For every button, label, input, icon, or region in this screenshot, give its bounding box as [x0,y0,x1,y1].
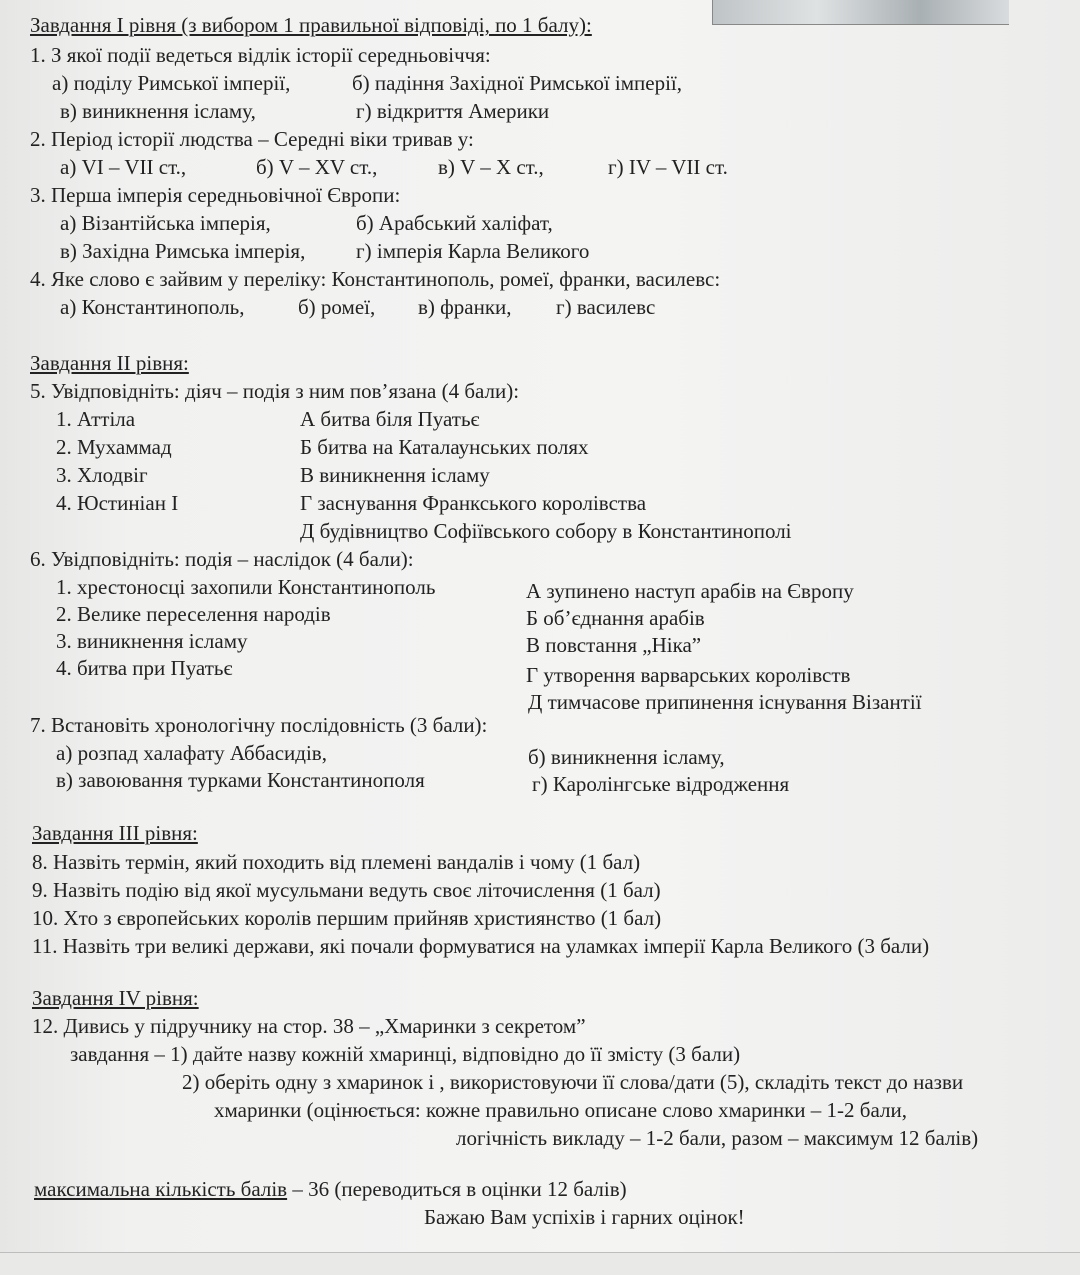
bottom-edge [0,1252,1080,1275]
section-heading-level-3: Завдання ІІІ рівня: [32,821,198,845]
section-heading-level-2: Завдання ІІ рівня: [30,351,189,375]
question-5-left-3: 3. Хлодвіг [56,463,148,487]
section-heading-level-4: Завдання ІV рівня: [32,986,199,1010]
question-5-right-c: В виникнення ісламу [300,463,490,487]
section-heading-level-1: Завдання І рівня (з вибором 1 правильної відповіді, по 1 балу): [30,13,592,37]
question-4-option-c: в) франки, [418,295,512,319]
question-2-option-a: а) VI – VII ст., [60,155,187,179]
max-score-value: – 36 (переводиться в оцінки 12 балів) [287,1177,627,1201]
question-5-left-2: 2. Мухаммад [56,435,172,459]
question-1-option-c: в) виникнення ісламу, [60,99,256,123]
question-1-option-b: б) падіння Західної Римської імперії, [352,71,683,95]
question-7: 7. Встановіть хронологічну послідовність (3 бали): [30,713,488,737]
question-6-right-a: А зупинено наступ арабів на Європу [526,579,854,603]
question-6-left-3: 3. виникнення ісламу [56,629,248,653]
question-11: 11. Назвіть три великі держави, які почали формуватися на уламках імперії Карла Великого (3 бали) [32,934,930,958]
question-4-option-a: а) Константинополь, [60,295,245,319]
question-4: 4. Яке слово є зайвим у переліку: Константинополь, ромеї, франки, василевс: [30,267,721,291]
question-4-option-d: г) василевс [556,295,656,319]
question-7-option-a: а) розпад халафату Аббасидів, [56,741,327,765]
question-12-task-1: завдання – 1) дайте назву кожній хмаринці, відповідно до її змісту (3 бали) [70,1042,741,1066]
question-6: 6. Увідповідніть: подія – наслідок (4 бали): [30,547,414,571]
question-1-option-a: а) поділу Римської імперії, [52,71,291,95]
question-3: 3. Перша імперія середньовічної Європи: [30,183,401,207]
question-2-option-c: в) V – X ст., [438,155,544,179]
question-3-option-c: в) Західна Римська імперія, [60,239,306,263]
corner-photo-fragment [712,0,1009,25]
question-5-right-a: А битва біля Пуатьє [300,407,480,431]
question-2-option-b: б) V – XV ст., [256,155,378,179]
question-9: 9. Назвіть подію від якої мусульмани ведуть своє літочислення (1 бал) [32,878,661,902]
question-5-left-4: 4. Юстиніан І [56,491,179,515]
question-6-left-1: 1. хрестоносці захопили Константинополь [56,575,436,599]
question-5-left-1: 1. Аттіла [56,407,136,431]
question-8: 8. Назвіть термін, який походить від племені вандалів і чому (1 бал) [32,850,641,874]
question-7-option-d: г) Каролінгське відродження [532,772,790,796]
question-7-option-b: б) виникнення ісламу, [528,745,725,769]
question-4-option-b: б) ромеї, [298,295,376,319]
question-12-task-2: 2) оберіть одну з хмаринок і , використовуючи її слова/дати (5), складіть текст до назви [182,1070,964,1094]
question-5-right-b: Б битва на Каталаунських полях [300,435,589,459]
question-6-right-e: Д тимчасове припинення існування Візантії [528,690,922,714]
question-12: 12. Дивись у підручнику на стор. 38 – „Хмаринки з секретом” [32,1014,586,1038]
question-6-right-d: Г утворення варварських королівств [526,663,851,687]
question-1: 1. З якої події ведеться відлік історії середньовіччя: [30,43,491,67]
question-12-task-2-cont-2: логічність викладу – 1-2 бали, разом – максимум 12 балів) [456,1126,979,1150]
question-6-left-4: 4. битва при Пуатьє [56,656,233,680]
question-3-option-b: б) Арабський халіфат, [356,211,553,235]
question-6-right-c: В повстання „Ніка” [526,633,702,657]
question-5-right-d: Г заснування Франкського королівства [300,491,647,515]
question-2: 2. Період історії людства – Середні віки тривав у: [30,127,474,151]
question-5-right-e: Д будівництво Софіївського собору в Константинополі [300,519,792,543]
closing-wish: Бажаю Вам успіхів і гарних оцінок! [424,1205,745,1229]
question-3-option-d: г) імперія Карла Великого [356,239,590,263]
question-5: 5. Увідповідніть: діяч – подія з ним пов’язана (4 бали): [30,379,520,403]
question-1-option-d: г) відкриття Америки [356,99,550,123]
question-6-left-2: 2. Велике переселення народів [56,602,331,626]
max-score-line [34,1176,627,1202]
question-6-right-b: Б об’єднання арабів [526,606,705,630]
question-2-option-d: г) IV – VII ст. [608,155,728,179]
question-10: 10. Хто з європейських королів першим прийняв християнство (1 бал) [32,906,662,930]
question-12-task-2-cont: хмаринки (оцінюється: кожне правильно описане слово хмаринки – 1-2 бали, [214,1098,907,1122]
question-3-option-a: а) Візантійська імперія, [60,211,271,235]
question-7-option-c: в) завоювання турками Константинополя [56,768,425,792]
max-score-label: максимальна кількість балів [34,1177,288,1201]
